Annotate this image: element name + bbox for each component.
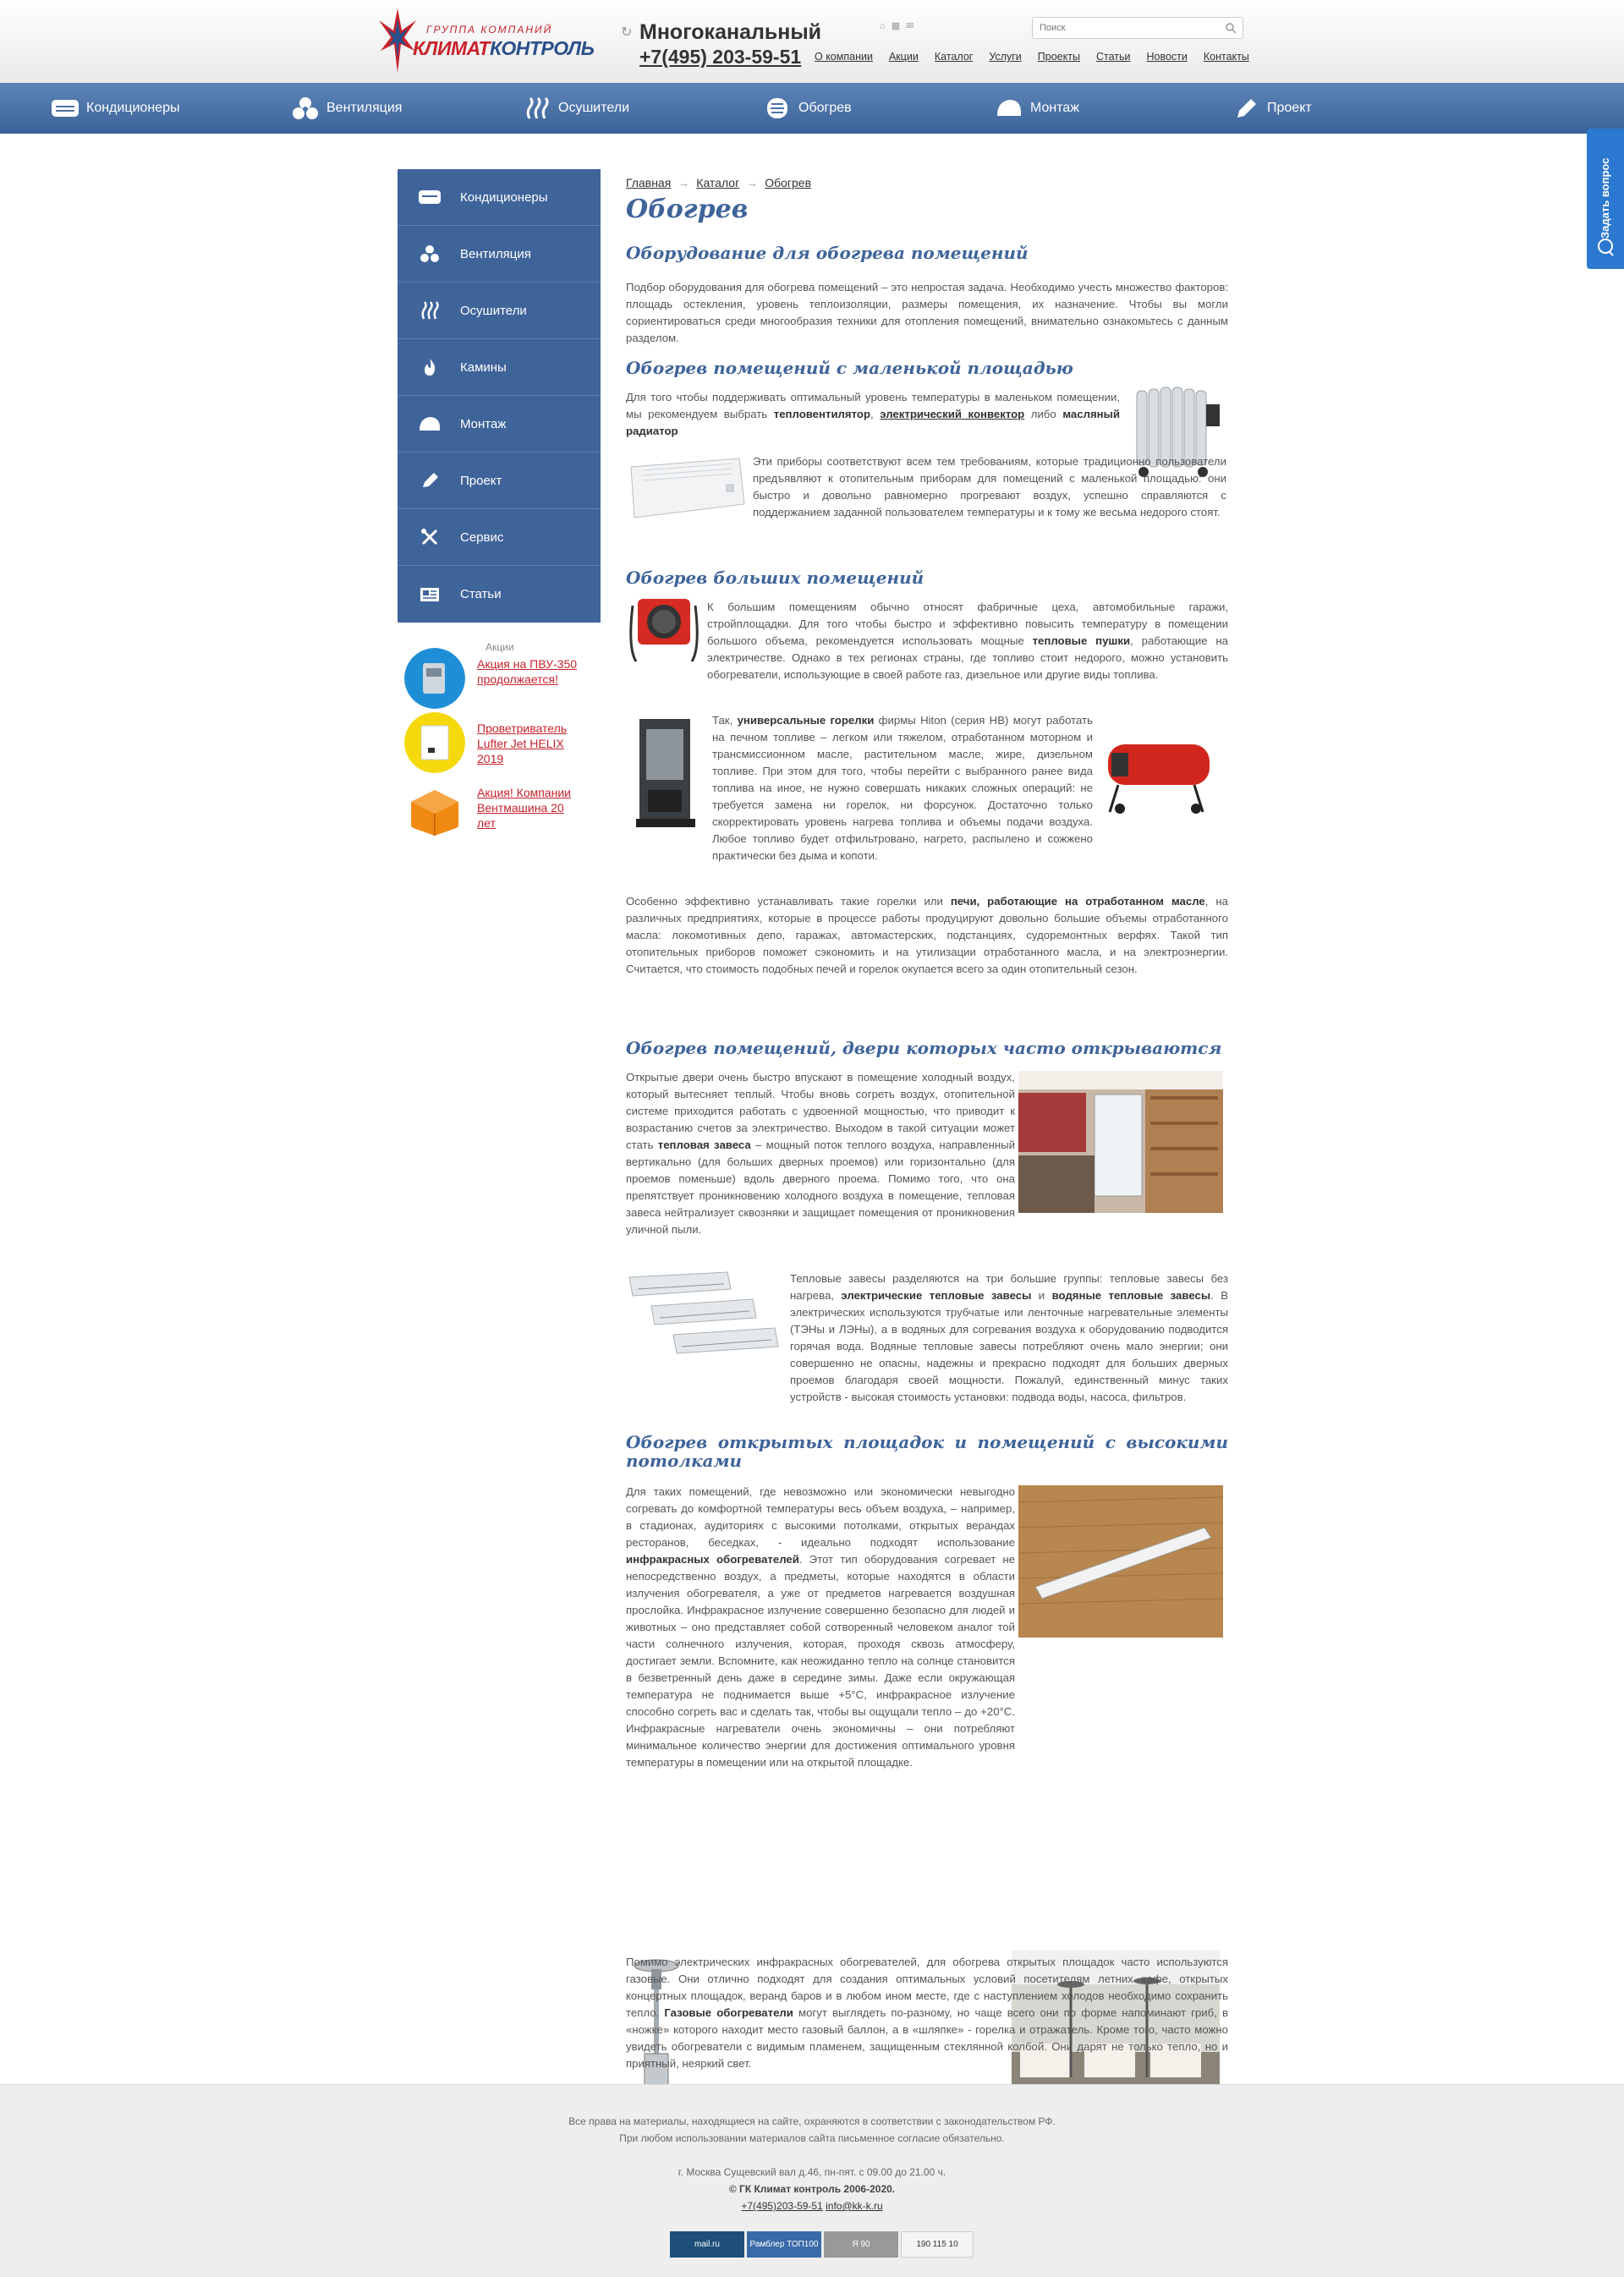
promo-ventmashina-image[interactable] [404, 776, 465, 837]
promo-link[interactable]: Акция! Компании Вентмашина 20 лет [477, 786, 571, 830]
top-link-contacts[interactable]: Контакты [1203, 51, 1249, 63]
promo-lufter-image[interactable] [404, 712, 465, 773]
section-title-large-rooms: Обогрев больших помещений [626, 568, 924, 588]
page-title: Обогрев [626, 195, 749, 224]
fan-icon [418, 244, 442, 263]
promo-item [404, 776, 607, 841]
open-doors-paragraph-2: Тепловые завесы разделяются на три большие группы: тепловые завесы без нагрева, электрические тепловые завесы и водяные тепловые завесы. В электрических используются трубчатые или ленточные нагревательные элементы (ТЭНы и ЛЭНы), а в водяных для согревания воздуха к оборудованию подводится горячая вода. Водяные тепловые завесы потребляют очень мало энергии; они совершенно не опасны, надежны и прекрасно подходят для больших дверных проемов благодаря своей мощности. Пожалуй, единственный минус таких устройств - высокая стоимость установки: подвода воды, насоса, фильтров. [790, 1272, 1228, 1403]
main-nav-label: Кондиционеры [86, 101, 180, 115]
header-phone-link[interactable]: +7(495) 203-59-51 [639, 46, 802, 68]
main-nav-ventilation[interactable] [291, 83, 402, 134]
logo-subtitle: ГРУППА КОМПАНИЙ [426, 24, 553, 36]
small-rooms-paragraph-1: Для того чтобы поддерживать оптимальный уровень температуры в маленьком помещении, мы рекомендуем выбрать тепловентилятор, электрический конвектор либо масляный радиатор [626, 391, 1120, 437]
main-nav-dehumidifiers[interactable] [523, 83, 629, 134]
steam-icon [418, 301, 442, 320]
refresh-icon: ↻ [621, 25, 633, 40]
air-conditioner-icon [51, 97, 80, 119]
fan-icon [291, 97, 320, 119]
sidebar-item-label: Статьи [460, 587, 502, 601]
open-areas-paragraph-2: Помимо электрических инфракрасных обогревателей, для обогрева открытых площадок часто используются газовые. Они отлично подходят для создания оптимальных условий посетителям летних кафе, открытых концертных площадок, веранд баров и в любом ином месте, где с наступлением холодов необходимо сохранить тепло. Газовые обогреватели могут выглядеть по-разному, но чаще всего они по форме напоминают гриб, в «ножке» которого находит место газовый баллон, а в «шляпке» - горелка и отражатель. Кроме того, часто можно увидеть обогреватели с видимым пламенем, защищенным стеклянной колбой. Они дарят не только тепло, но и приятный, неяркий свет. [626, 1956, 1228, 2070]
main-nav-label: Монтаж [1030, 101, 1079, 115]
counter-rambler[interactable]: Рамблер ТОП100 [747, 2231, 821, 2258]
pencil-icon [1232, 97, 1260, 119]
tools-icon [418, 528, 442, 546]
counter-yandex[interactable]: Я 90 [824, 2231, 898, 2258]
sidebar-item-installation[interactable] [398, 396, 601, 453]
sidebar-item-label: Кондиционеры [460, 189, 548, 205]
footer-phone-link[interactable]: +7(495)203-59-51 [741, 2200, 823, 2212]
top-link-articles[interactable]: Статьи [1095, 51, 1131, 63]
air-curtains-image [626, 1269, 787, 1367]
sidebar-item-articles[interactable] [398, 566, 601, 623]
infrared-heater-image [1018, 1485, 1223, 1638]
large-rooms-paragraph-2-top: Так, универсальные горелки фирмы Hiton (серия HB) могут работать на печном топливе – легком или тяжелом, отработанном моторном и трансмиссионном масле, растительном масле, жире, дизельном топливе. При этом для того, чтобы перейти с выбранного ранее вида топлива на иное, не нужно совершать никаких сложных операций: не требуется замена ни горелок, ни форсунок. Достаточно только скорректировать уровень нагрева топлива и объемы подачи воздуха. Любое топливо будет отфильтровано, нагрето, распылено и сожжено практически без дыма и копоти. [712, 714, 1093, 862]
breadcrumb-home[interactable]: Главная [626, 176, 672, 189]
section-title-small-rooms: Обогрев помещений с маленькой площадью [626, 358, 1073, 378]
footer-consent: При любом использовании материалов сайта письменное согласие обязательно. [619, 2132, 1005, 2144]
main-nav-label: Осушители [558, 101, 630, 115]
search-box [1032, 17, 1243, 39]
ask-question-label: Задать вопрос [1599, 157, 1611, 239]
main-nav-project[interactable] [1232, 83, 1312, 134]
sidebar-item-project[interactable] [398, 453, 601, 509]
counter-mailru[interactable]: mail.ru [670, 2231, 744, 2258]
top-navigation [815, 51, 1249, 63]
footer-contacts [0, 2200, 1624, 2212]
sidebar-menu [398, 169, 601, 623]
promo-item [404, 712, 607, 776]
main-navigation [0, 83, 1624, 134]
shop-interior-image [1018, 1071, 1223, 1213]
universal-burner-image [631, 714, 704, 832]
breadcrumb-catalog[interactable]: Каталог [696, 176, 740, 189]
helmet-icon [418, 414, 442, 433]
breadcrumb [626, 174, 811, 191]
diesel-heat-gun-image [1101, 734, 1213, 815]
small-rooms-paragraph-2: Эти приборы соответствуют всем тем требованиям, которые традиционно пользователи предъявляют к отопительным приборам для помещений с маленькой площадью: они быстро и довольно равномерно прогревают воздух, успешно справляются с поддержанием заданной пользователем температуры и к тому же весьма недорого стоят. [753, 455, 1226, 518]
counters-bar [670, 2231, 974, 2258]
large-rooms-paragraph-1: К большим помещениям обычно относят фабричные цеха, автомобильные гаражи, стройплощадки. Для того чтобы быстро и эффективно повысить температуру в помещении большого объема, рекомендуется использовать мощные тепловые пушки, работающие на электричестве. Однако в тех регионах страны, где топливо стоит недорого, можно установить обогреватели, использующие в своей работе газ, дизельное или другие виды топлива. [707, 601, 1229, 681]
pencil-icon [418, 471, 442, 490]
ask-question-button[interactable] [1587, 129, 1624, 269]
section-title-open-areas: Обогрев открытых площадок и помещений с высокими потолками [626, 1432, 1228, 1471]
promo-link[interactable]: Акция на ПВУ-350 продолжается! [477, 657, 578, 686]
intro-paragraph: Подбор оборудования для обогрева помещений – это непростая задача. Необходимо учесть множество факторов: площадь остекления, уровень теплоизоляции, размеры помещения, их назначение. Чтобы вы могли сориентироваться среди многообразия техники для отопления помещений, внимательно ознакомьтесь с данным разделом. [626, 281, 1228, 344]
top-link-catalog[interactable]: Каталог [934, 51, 974, 63]
site-header [0, 0, 1624, 83]
breadcrumb-arrow-icon: → [678, 176, 690, 189]
link-electric-convector[interactable]: электрический конвектор [880, 408, 1025, 420]
logo-star-icon [379, 8, 416, 73]
search-input[interactable] [1033, 18, 1210, 38]
promo-link[interactable]: Проветриватель Lufter Jet HELIX 2019 [477, 722, 568, 765]
sidebar-item-label: Сервис [460, 529, 504, 545]
main-nav-label: Обогрев [798, 101, 852, 115]
main-nav-air-conditioners[interactable] [51, 83, 179, 134]
sidebar-item-label: Монтаж [460, 416, 507, 431]
counter-liveinternet[interactable]: 190 115 10 [901, 2231, 974, 2258]
site-logo[interactable] [379, 8, 595, 74]
chat-question-icon [1595, 237, 1616, 257]
air-conditioner-icon [418, 188, 442, 206]
electric-convector-image [626, 453, 748, 526]
promo-pvu-image[interactable] [404, 648, 465, 709]
top-link-promos[interactable]: Акции [888, 51, 919, 63]
top-link-news[interactable]: Новости [1146, 51, 1188, 63]
sidebar-item-ventilation[interactable] [398, 226, 601, 283]
main-nav-label: Проект [1267, 101, 1312, 115]
steam-icon [523, 97, 551, 119]
breadcrumb-current[interactable]: Обогрев [765, 176, 812, 189]
top-link-projects[interactable]: Проекты [1037, 51, 1080, 63]
heat-gun-image [626, 589, 702, 665]
section-title-open-doors: Обогрев помещений, двери которых часто открываются [626, 1038, 1222, 1058]
sidebar-item-label: Камины [460, 359, 507, 375]
sidebar-item-label: Вентиляция [460, 246, 531, 261]
sidebar-item-label: Проект [460, 473, 502, 488]
footer-copyright: © ГК Климат контроль 2006-2020. [728, 2183, 896, 2195]
helmet-icon [995, 97, 1023, 119]
footer-rights: Все права на материалы, находящиеся на сайте, охраняются в соответствии с законодательством РФ. [568, 2115, 1056, 2127]
sidebar-item-label: Осушители [460, 303, 527, 318]
home-sitemap-mail-icons[interactable]: ⌂ ▦ ✉ [880, 21, 916, 31]
promotions-label: Акции [486, 641, 514, 653]
sidebar-item-dehumidifiers[interactable] [398, 283, 601, 339]
footer-email-link[interactable]: info@kk-k.ru [826, 2200, 883, 2212]
top-link-services[interactable]: Услуги [989, 51, 1022, 63]
open-areas-paragraph-1: Для таких помещений, где невозможно или экономически невыгодно согревать до комфортной температуры весь объем воздуха, – например, в стадионах, аудиториях с высокими потолками, открытых верандах ресторанов, беседках, - идеально подходят использование инфракрасных обогревателей. Этот тип оборудования согревает не непосредственно воздух, а предметы, которые находятся в области излучения обогревателя, а уже от предметов нагревается воздушная прослойка. Инфракрасное излучение совершенно безопасно для людей и животных – оно представляет собой сотворенный человеком аналог той части солнечного излучения, которая, проходя сквозь атмосферу, достигает земли. Вспомните, как неожиданно тепло на солнце становится в безветренный день даже в середине зимы. Даже если окружающая температура не поднимается выше +5°С, инфракрасное излучение способно согреть вас и сделать так, чтобы вы ощущали тепло – до +20°С. Инфракрасные нагреватели очень экономичны – они потребляют минимальное количество энергии для достижения оптимального уровня температуры в помещении или на открытой площадке. [626, 1485, 1015, 1769]
search-icon[interactable] [1225, 22, 1237, 34]
sidebar-item-air-conditioners[interactable] [398, 169, 601, 226]
main-nav-label: Вентиляция [326, 101, 403, 115]
sidebar-item-fireplaces[interactable] [398, 339, 601, 396]
section-title-equipment: Оборудование для обогрева помещений [626, 243, 1029, 263]
open-doors-paragraph-1: Открытые двери очень быстро впускают в помещение холодный воздух, который вытесняет теплый. Чтобы вновь согреть воздух, отопительной системе приходится работать с удвоенной мощностью, что приводит к возрастанию счетов за электричество. Выходом в такой ситуации может стать тепловая завеса – мощный поток теплого воздуха, направленный вертикально (для больших дверных проемов) или горизонтально (для проемов поменьше) вдоль дверного проема. Помимо того, что она препятствует проникновению холодного воздуха в помещение, тепловая завеса нейтрализует сквозняки и защищает помещения от проникновения уличной пыли. [626, 1071, 1015, 1236]
heater-icon [763, 97, 792, 119]
breadcrumb-arrow-icon: → [746, 176, 759, 189]
flame-icon [418, 358, 442, 376]
promo-item [404, 648, 607, 712]
footer-address: г. Москва Сущевский вал д.46, пн-пят. с 09.00 до 21.00 ч. [678, 2166, 946, 2178]
logo-name: КЛИМАТКОНТРОЛЬ [413, 37, 595, 59]
top-link-about[interactable]: О компании [815, 51, 873, 63]
newspaper-icon [418, 585, 442, 604]
large-rooms-paragraph-3: Особенно эффективно устанавливать такие горелки или печи, работающие на отработанном масле, на различных предприятиях, которые в процессе работы продуцируют довольно большие объемы отработанного масла: локомотивных депо, гаражах, автомастерских, подстанциях, судоремонтных верфях. Такой тип отопительных приборов поможет сэкономить и на утилизации отработанного масла, и на электроэнергии. Считается, что стоимость подобных печей и горелок окупается всего за один отопительный сезон. [626, 895, 1228, 975]
sidebar-item-service[interactable] [398, 509, 601, 566]
main-nav-heating[interactable] [763, 83, 852, 134]
header-title: Многоканальный [639, 20, 822, 44]
main-nav-installation[interactable] [995, 83, 1079, 134]
